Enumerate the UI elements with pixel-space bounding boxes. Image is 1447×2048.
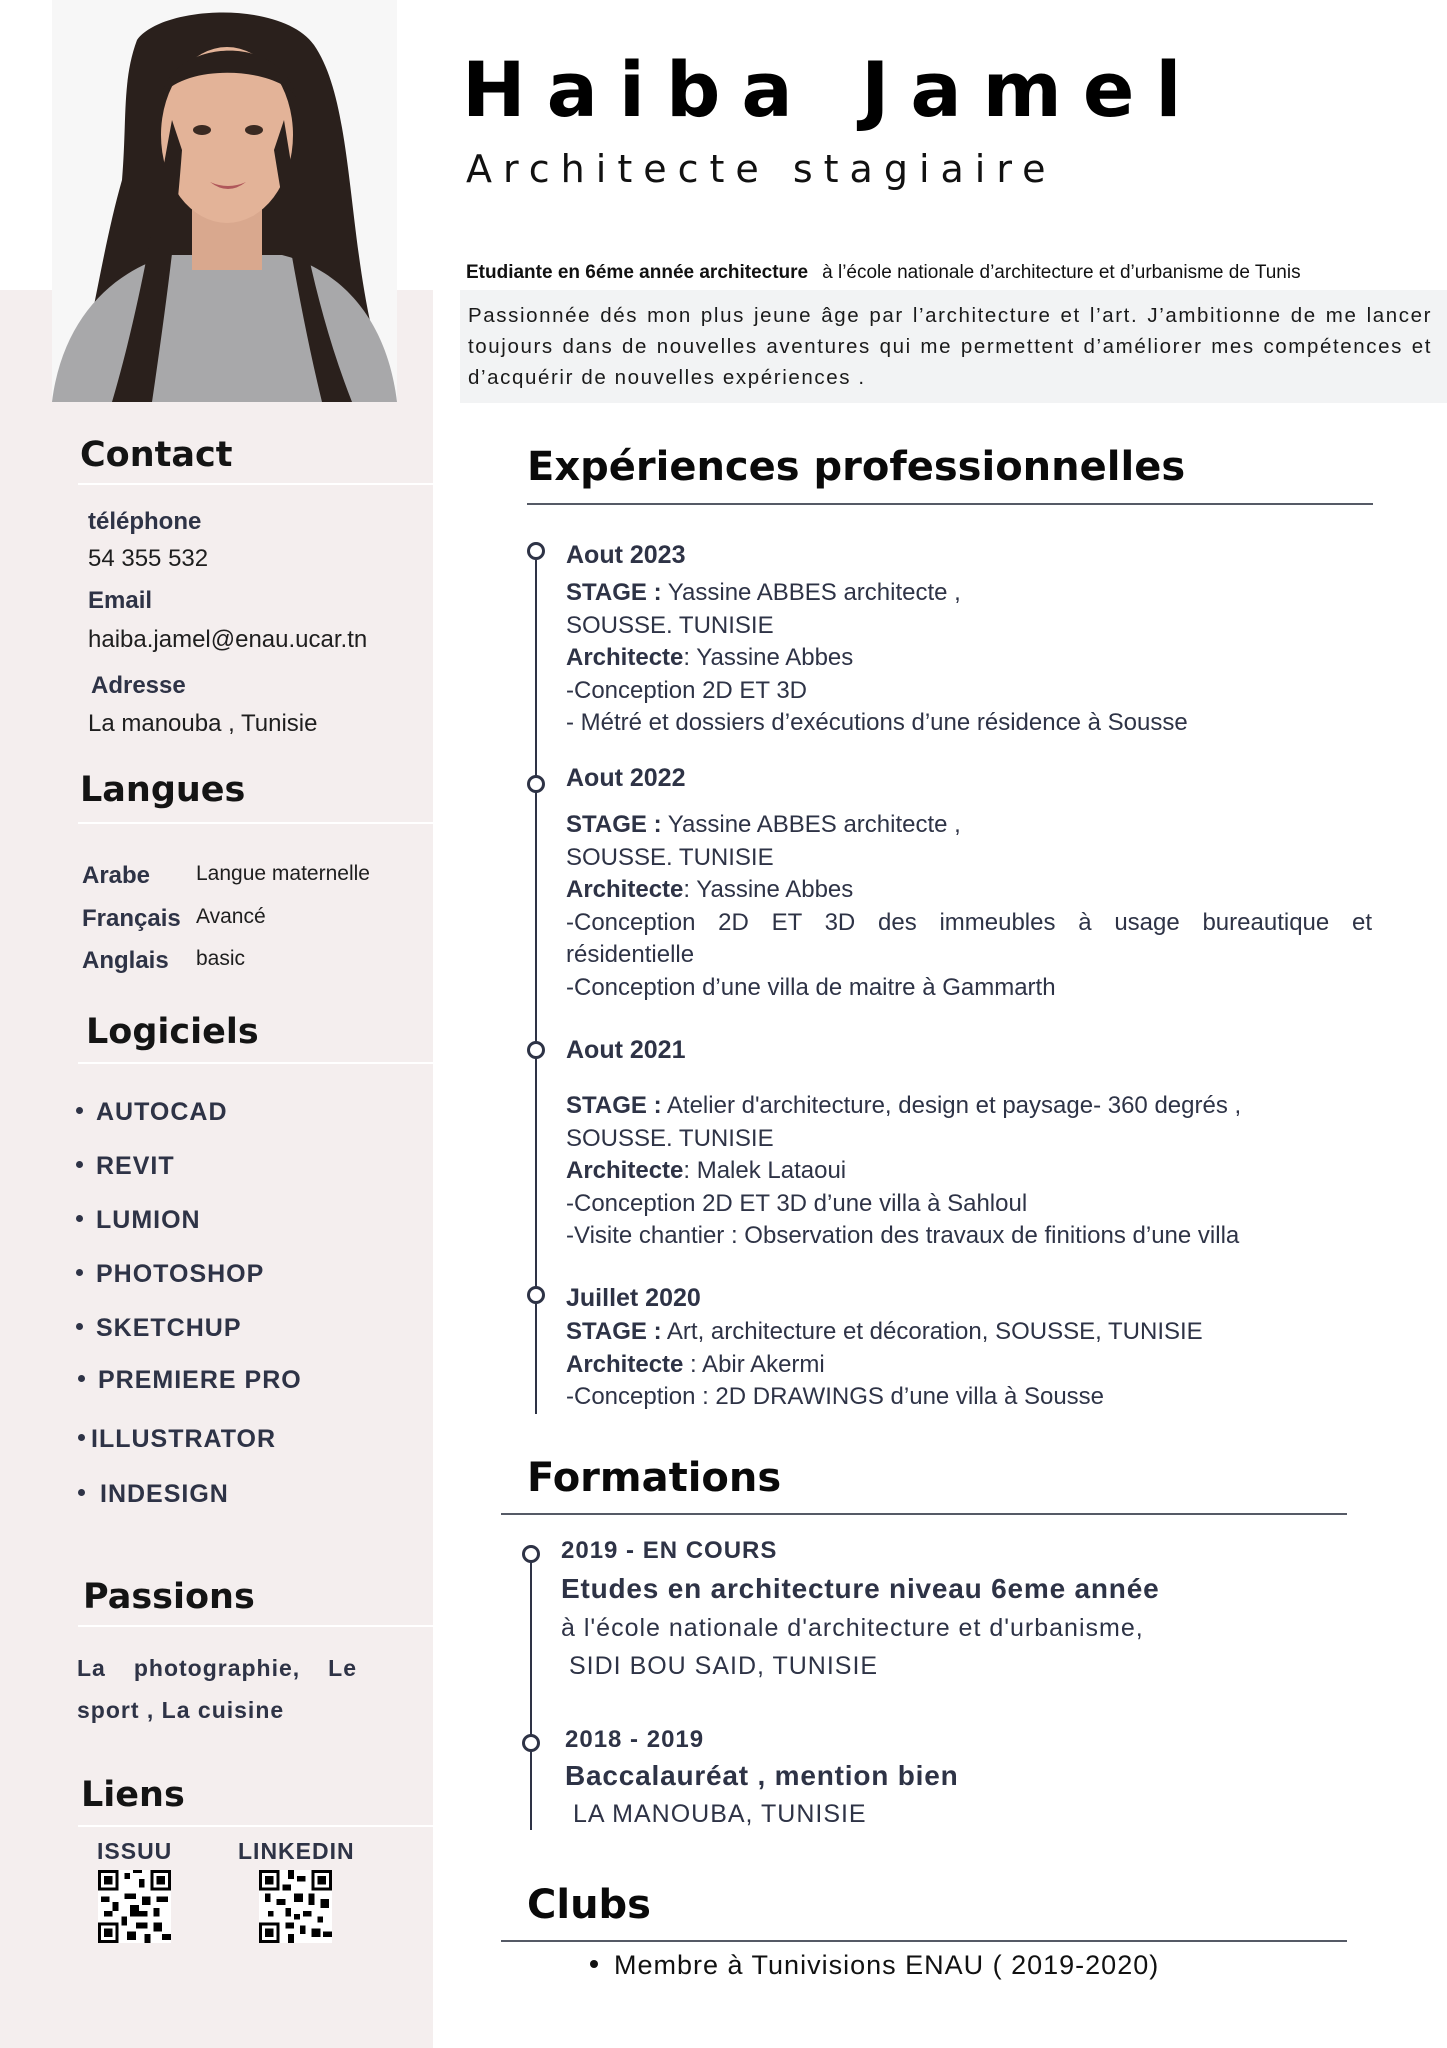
- portrait-illustration: [52, 0, 397, 402]
- clubs-divider: [501, 1940, 1347, 1942]
- software-item: AUTOCAD: [76, 1098, 228, 1127]
- timeline-dot: [527, 542, 545, 560]
- education-location: SIDI BOU SAID, TUNISIE: [569, 1652, 879, 1680]
- club-item: Membre à Tunivisions ENAU ( 2019-2020): [590, 1950, 1159, 1981]
- address-value: La manouba , Tunisie: [88, 710, 318, 737]
- software-divider: [78, 1062, 433, 1064]
- experience-date: Aout 2021: [566, 1036, 686, 1064]
- experience-entry: STAGE : Art, architecture et décoration, SOUSSE, TUNISIE Architecte : Abir Akermi -Conception : 2D DRAWINGS d’une villa à Sousse: [566, 1318, 1203, 1410]
- experience-date: Aout 2023: [566, 541, 686, 569]
- intro-bold: Etudiante en 6éme année architecture: [466, 262, 809, 283]
- experience-date: Juillet 2020: [566, 1284, 701, 1312]
- issuu-qr-code-icon[interactable]: [98, 1870, 171, 1943]
- profile-photo: [52, 0, 397, 402]
- bullet-icon: [76, 1269, 83, 1276]
- software-item: ILLUSTRATOR: [78, 1425, 276, 1454]
- experience-entry: STAGE : Yassine ABBES architecte , SOUSSE. TUNISIE Architecte: Yassine Abbes -Conception 2D ET 3D - Métré et dossiers d’exécutions d’une résidence à Sousse: [566, 579, 1188, 736]
- issuu-label: ISSUU: [97, 1838, 173, 1864]
- software-item: PREMIERE PRO: [78, 1366, 302, 1395]
- summary-text: Passionnée dés mon plus jeune âge par l’architecture et l’art. J’ambitionne de me lancer toujours dans de nouvelles aventures qui me permettent d’améliorer mes compétences et d’acquérir de nouvelles expériences .: [460, 290, 1447, 403]
- passions-text: La photographie, Le sport , La cuisine: [77, 1655, 357, 1723]
- education-heading: Formations: [527, 1455, 782, 1501]
- phone-value: 54 355 532: [88, 545, 209, 572]
- timeline-dot: [522, 1734, 540, 1752]
- languages-heading: Langues: [80, 770, 246, 810]
- experience-entry: STAGE : Atelier d'architecture, design et paysage- 360 degrés , SOUSSE. TUNISIE Architecte: Malek Lataoui -Conception 2D ET 3D d’une villa à Sahloul -Visite chantier : Observation des travaux de finitions d’une villa: [566, 1092, 1242, 1249]
- intro-rest: à l’école nationale d’architecture et d’urbanisme de Tunis: [822, 262, 1301, 283]
- email-value[interactable]: haiba.jamel@enau.ucar.tn: [88, 626, 368, 653]
- links-heading: Liens: [81, 1775, 185, 1815]
- timeline-dot: [527, 1041, 545, 1059]
- email-label: Email: [88, 587, 153, 614]
- candidate-name: Haiba Jamel: [462, 45, 1203, 134]
- sidebar-background: [0, 290, 433, 2048]
- contact-divider: [78, 483, 433, 485]
- education-location: LA MANOUBA, TUNISIE: [573, 1800, 867, 1828]
- bullet-icon: [76, 1323, 83, 1330]
- timeline-dot: [522, 1545, 540, 1563]
- passions-heading: Passions: [83, 1577, 255, 1617]
- education-divider: [501, 1513, 1347, 1515]
- language-name: Anglais: [82, 947, 169, 974]
- job-title: Architecte stagiaire: [466, 147, 1057, 191]
- phone-label: téléphone: [88, 508, 202, 535]
- bullet-icon: [76, 1215, 83, 1222]
- software-item: REVIT: [76, 1152, 175, 1181]
- experience-date: Aout 2022: [566, 764, 686, 792]
- education-date: 2019 - EN COURS: [561, 1537, 778, 1564]
- address-label: Adresse: [91, 672, 186, 699]
- education-date: 2018 - 2019: [565, 1726, 705, 1753]
- software-item: LUMION: [76, 1206, 201, 1235]
- timeline-dot: [527, 775, 545, 793]
- software-item: INDESIGN: [78, 1480, 229, 1509]
- languages-divider: [78, 822, 433, 824]
- language-level: Langue maternelle: [196, 862, 370, 885]
- education-title: Etudes en architecture niveau 6eme année: [561, 1573, 1160, 1604]
- language-level: basic: [196, 947, 246, 970]
- intro-line: [466, 262, 1301, 284]
- experience-heading: Expériences professionnelles: [527, 444, 1186, 490]
- bullet-icon: [78, 1489, 85, 1496]
- education-title: Baccalauréat , mention bien: [565, 1760, 959, 1791]
- language-name: Arabe: [82, 862, 151, 889]
- software-item: SKETCHUP: [76, 1314, 242, 1343]
- timeline-dot: [527, 1286, 545, 1304]
- linkedin-qr-code-icon[interactable]: [259, 1870, 332, 1943]
- clubs-heading: Clubs: [527, 1882, 651, 1928]
- contact-heading: Contact: [80, 435, 233, 475]
- education-timeline: [530, 1562, 532, 1830]
- linkedin-label: LINKEDIN: [238, 1838, 355, 1864]
- software-item: PHOTOSHOP: [76, 1260, 264, 1289]
- language-name: Français: [82, 905, 181, 932]
- bullet-icon: [76, 1107, 83, 1114]
- education-school: à l'école nationale d'architecture et d'urbanisme,: [561, 1614, 1144, 1642]
- experience-entry: STAGE : Yassine ABBES architecte , SOUSSE. TUNISIE Architecte: Yassine Abbes -Conception 2D ET 3D des immeubles à usage bureautique et résidentielle -Conception d’une villa de maitre à Gammarth: [566, 811, 1372, 1001]
- language-level: Avancé: [196, 905, 266, 928]
- passions-divider: [78, 1625, 433, 1627]
- bullet-icon: [76, 1161, 83, 1168]
- bullet-icon: [590, 1960, 598, 1968]
- bullet-icon: [78, 1375, 85, 1382]
- software-heading: Logiciels: [86, 1012, 259, 1052]
- experience-divider: [527, 503, 1373, 505]
- links-divider: [78, 1825, 433, 1827]
- bullet-icon: [78, 1434, 85, 1441]
